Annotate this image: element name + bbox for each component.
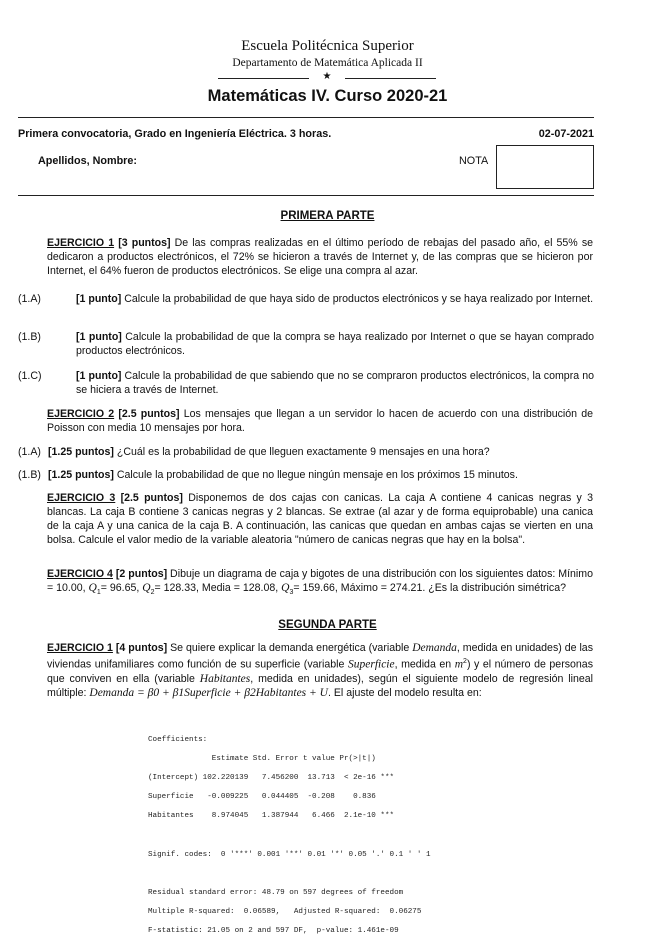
ex-text: Dibuje un diagrama de caja y bigotes de una distribución con los siguientes datos: Mínimo = 10.00, <box>47 568 593 594</box>
var-superficie: Superficie <box>347 658 395 671</box>
list-item <box>18 369 594 397</box>
q2-value: = 128.33, Media = 128.08, <box>154 582 282 594</box>
ex-text: ) y el número de personas que conviven en ella (variable <box>47 658 594 685</box>
school-name: Escuela Politécnica Superior <box>241 38 414 54</box>
part1-ex1-statement <box>47 236 593 278</box>
ex-text: . El ajuste del modelo resulta en: <box>327 686 482 699</box>
course-title: Matemáticas IV. Curso 2020-21 <box>207 87 448 105</box>
ex-label: EJERCICIO 4 <box>47 568 113 580</box>
ex-text: , medida en <box>394 658 455 671</box>
divider-right <box>345 78 436 79</box>
unit-m: m <box>454 658 464 671</box>
grade-box[interactable] <box>496 145 594 189</box>
nota-label: NOTA <box>459 155 489 167</box>
ex-points: [3 puntos] <box>118 237 171 249</box>
r-output-line: Superficie -0.009225 0.044405 -0.208 0.836 <box>148 793 376 802</box>
ex-points: [4 puntos] <box>115 642 168 654</box>
part1-ex4-statement <box>47 567 593 600</box>
r-output-line: Residual standard error: 48.79 on 597 degrees of freedom <box>148 889 404 898</box>
ex-label: EJERCICIO 1 <box>47 642 113 654</box>
q3-subscript: 3 <box>289 589 294 597</box>
item-number: (1.C) <box>18 370 42 382</box>
r-output-line: Signif. codes: 0 '***' 0.001 '**' 0.01 '*' 0.05 '.' 0.1 ' ' 1 <box>148 850 431 859</box>
part1-ex3-statement <box>47 491 593 547</box>
part1-title: PRIMERA PARTE <box>280 210 375 222</box>
exam-date: 02-07-2021 <box>538 128 594 140</box>
ex-label: EJERCICIO 3 <box>47 492 116 504</box>
ex-label: EJERCICIO 2 <box>47 408 115 420</box>
ex-points: [2.5 puntos] <box>118 408 180 420</box>
info-rule <box>18 195 594 196</box>
star-icon: ★ <box>322 71 332 82</box>
ex-text: De las compras realizadas en el último período de rebajas del pasado año, el 55% se dedicaron a productos electrónicos, el 72% se hicieron a través de Internet y, de las compras que se hicieron por Internet, el 64% fueron de productos electrónicos. Se elige una compra al azar. <box>47 237 594 277</box>
ex-text: , medida en unidades), según el siguiente modelo de regresión lineal múltiple: <box>47 672 593 699</box>
list-item <box>18 468 594 482</box>
r-output-line <box>148 870 431 880</box>
ex-text: Disponemos de dos cajas con canicas. La caja A contiene 4 canicas negras y 3 blancas. La caja B contiene 3 canicas negras y 2 blancas. Se extrae (al azar y de forma equiprobable) una canica de la caja A y una canica de la caja B. A continuación, las canicas que quedan en ambas cajas se vierten en una bolsa. Calcule el valor medio de la variable aleatoria "número de canicas negras que hay en la bolsa". <box>47 492 593 546</box>
r-output-line: Coefficients: <box>148 735 208 744</box>
ex-points: [2.5 puntos] <box>120 492 183 504</box>
item-text: Calcule la probabilidad de que haya sido de productos electrónicos y se haya realizado por Internet. <box>121 293 594 305</box>
q1-value: = 96.65, <box>100 582 143 594</box>
item-number: (1.B) <box>18 469 41 481</box>
r-output-line <box>148 832 431 842</box>
ex-text: , medida en unidades) de las viviendas unifamiliares como función de su superficie (variable <box>47 642 593 671</box>
list-item <box>18 292 594 320</box>
q1-symbol: Q <box>88 582 97 594</box>
department-name: Departamento de Matemática Aplicada II <box>232 57 423 69</box>
item-number: (1.B) <box>18 331 41 343</box>
ex-text: Los mensajes que llegan a un servidor lo hacen de acuerdo con una distribución de Poisson con media 10 mensajes por hora. <box>47 408 594 434</box>
part2-ex1-statement <box>47 641 593 700</box>
divider-left <box>218 78 309 79</box>
r-output-line: (Intercept) 102.220139 7.456200 13.713 < 2e-16 *** <box>148 773 395 782</box>
item-points: [1.25 puntos] <box>48 446 114 458</box>
item-points: [1 punto] <box>76 293 122 305</box>
unit-exponent: 2 <box>463 658 467 665</box>
ex-label: EJERCICIO 1 <box>47 237 115 249</box>
q3-value: = 159.66, Máximo = 274.21. ¿Es la distribución simétrica? <box>293 582 566 594</box>
q1-subscript: 1 <box>96 589 101 597</box>
item-number: (1.A) <box>18 293 41 305</box>
r-output-line: Estimate Std. Error t value Pr(>|t|) <box>148 754 376 763</box>
part2-title: SEGUNDA PARTE <box>278 619 377 631</box>
name-label: Apellidos, Nombre: <box>38 155 137 167</box>
item-text: Calcule la probabilidad de que la compra se haya realizado por Internet o que se hayan comprado productos electrónicos. <box>76 331 594 357</box>
item-points: [1 punto] <box>76 370 122 382</box>
item-text: ¿Cuál es la probabilidad de que lleguen exactamente 9 mensajes en una hora? <box>113 446 490 458</box>
var-habitantes: Habitantes <box>199 672 251 685</box>
var-demanda: Demanda <box>412 642 457 654</box>
q2-subscript: 2 <box>150 589 155 597</box>
header-rule <box>18 117 594 118</box>
r-output <box>148 726 431 947</box>
item-text: Calcule la probabilidad de que no llegue ningún mensaje en los próximos 15 minutos. <box>113 469 518 481</box>
part1-ex2-statement <box>47 407 593 435</box>
q2-symbol: Q <box>142 582 151 594</box>
r-output-line: F-statistic: 21.05 on 2 and 597 DF, p-value: 1.461e-09 <box>148 927 399 936</box>
item-points: [1.25 puntos] <box>48 469 114 481</box>
item-points: [1 punto] <box>76 331 122 343</box>
list-item <box>18 445 594 459</box>
r-output-line: Habitantes 8.974045 1.387944 6.466 2.1e-10 *** <box>148 812 395 821</box>
ex-text: Se quiere explicar la demanda energética (variable <box>167 642 413 654</box>
convocatoria-text: Primera convocatoria, Grado en Ingeniería Eléctrica. 3 horas. <box>18 128 332 140</box>
item-number: (1.A) <box>18 446 41 458</box>
ex-points: [2 puntos] <box>115 568 168 580</box>
r-output-line: Multiple R-squared: 0.06589, Adjusted R-squared: 0.06275 <box>148 908 422 917</box>
list-item <box>18 330 594 358</box>
q3-symbol: Q <box>281 582 290 594</box>
regression-model: Demanda = β0 + β1Superficie + β2Habitantes + U <box>89 686 328 699</box>
item-text: Calcule la probabilidad de que sabiendo que no se compraron productos electrónicos, la compra no se hiciera a través de Internet. <box>76 370 594 396</box>
